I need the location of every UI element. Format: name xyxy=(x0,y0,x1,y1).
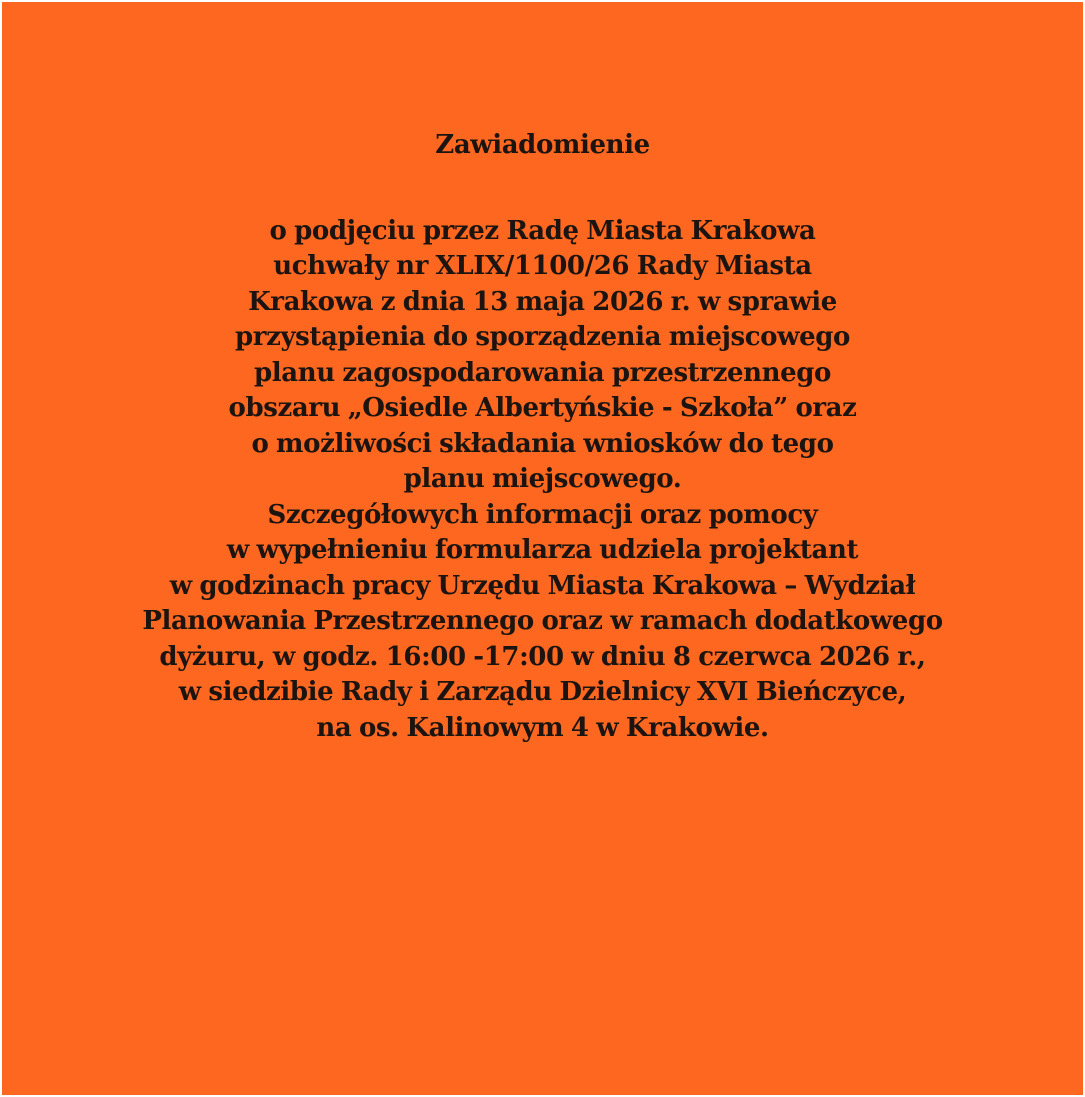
notice-line: dyżuru, w godz. 16:00 -17:00 w dniu 8 czerwca 2026 r., xyxy=(159,641,926,672)
notice-line: o możliwości składania wniosków do tego xyxy=(251,428,834,459)
notice-line: w godzinach pracy Urzędu Miasta Krakowa – Wydział xyxy=(169,570,916,601)
notice-text xyxy=(2,128,1083,746)
notice-line: o podjęciu przez Radę Miasta Krakowa xyxy=(269,215,816,246)
notice-line: Krakowa z dnia 13 maja 2026 r. w sprawie xyxy=(248,286,837,317)
notice-line: przystąpienia do sporządzenia miejscowego xyxy=(235,322,850,352)
notice-panel xyxy=(2,2,1083,1095)
notice-line: obszaru „Osiedle Albertyńskie - Szkoła” oraz xyxy=(228,393,857,423)
title-spacer xyxy=(2,164,1083,214)
notice-title: Zawiadomienie xyxy=(435,130,650,160)
notice-line: na os. Kalinowym 4 w Krakowie. xyxy=(316,712,769,743)
notice-line: uchwały nr XLIX/1100/26 Rady Miasta xyxy=(273,251,812,281)
notice-line: w siedzibie Rady i Zarządu Dzielnicy XVI Bieńczyce, xyxy=(178,677,907,707)
notice-line: w wypełnieniu formularza udziela projektant xyxy=(226,535,859,565)
notice-line: Planowania Przestrzennego oraz w ramach dodatkowego xyxy=(142,606,943,636)
notice-line: Szczegółowych informacji oraz pomocy xyxy=(267,499,818,530)
notice-line: planu zagospodarowania przestrzennego xyxy=(254,357,831,388)
notice-line: planu miejscowego. xyxy=(403,464,682,494)
